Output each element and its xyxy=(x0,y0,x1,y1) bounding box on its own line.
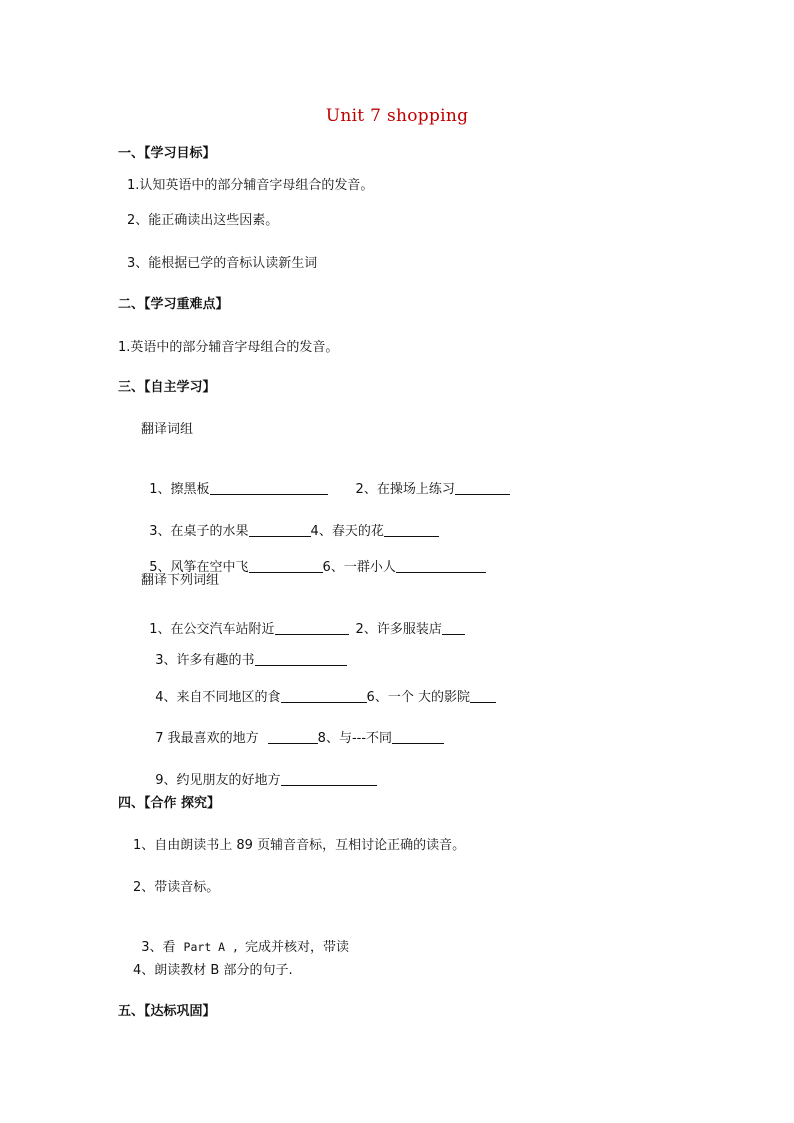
phrase-7-label: 7 我最喜欢的地方 xyxy=(155,731,259,746)
answer-blank[interactable] xyxy=(392,731,444,744)
answer-blank[interactable] xyxy=(470,690,496,703)
exercise-row xyxy=(141,505,439,541)
document-title: Unit 7 shopping xyxy=(325,106,469,126)
phrase-9-label: 9、约见朋友的好地方 xyxy=(155,773,281,788)
section-2-heading: 二、【学习重难点】 xyxy=(118,297,229,312)
activity-1: 1、自由朗读书上 89 页辅音音标，互相讨论正确的读音。 xyxy=(133,838,466,853)
section-4-heading: 四、【合作 探究】 xyxy=(118,796,221,811)
phrase-2-label: 2、许多服装店 xyxy=(355,622,442,637)
exercise-row xyxy=(141,463,510,499)
activity-2: 2、带读音标。 xyxy=(133,880,220,895)
exercise-5-label: 5、风筝在空中飞 xyxy=(149,560,249,575)
phrase-8-label: 8、与---不同 xyxy=(317,731,393,746)
answer-blank[interactable] xyxy=(442,622,465,635)
exercise-3-label: 3、在桌子的水果 xyxy=(149,524,249,539)
answer-blank[interactable] xyxy=(455,482,510,495)
objective-3: 3、能根据已学的音标认读新生词 xyxy=(127,256,318,271)
objective-2: 2、能正确读出这些因素。 xyxy=(127,213,279,228)
section-5-heading: 五、【达标巩固】 xyxy=(118,1004,216,1019)
exercise-4-label: 4、春天的花 xyxy=(310,524,384,539)
answer-blank[interactable] xyxy=(281,773,377,786)
exercise-2-label: 2、在操场上练习 xyxy=(355,482,455,497)
section-1-heading: 一、【学习目标】 xyxy=(118,146,216,161)
exercise-row xyxy=(147,712,444,748)
key-point-1: 1.英语中的部分辅音字母组合的发音。 xyxy=(118,340,339,355)
answer-blank[interactable] xyxy=(210,482,328,495)
exercise-row xyxy=(147,754,377,790)
exercise-6-label: 6、一群小人 xyxy=(322,560,396,575)
phrase-6-label: 6、一个 大的影院 xyxy=(366,690,470,705)
phrase-4-label: 4、来自不同地区的食 xyxy=(155,690,281,705)
activity-3-prefix: 3、看 xyxy=(141,940,176,955)
subheading-translate-following: 翻译下列词组 xyxy=(141,573,220,588)
answer-blank[interactable] xyxy=(396,560,486,573)
activity-3-part: Part A , xyxy=(183,940,239,954)
answer-blank[interactable] xyxy=(249,560,323,573)
exercise-row xyxy=(147,671,496,707)
answer-blank[interactable] xyxy=(249,524,311,537)
answer-blank[interactable] xyxy=(255,653,347,666)
section-3-heading: 三、【自主学习】 xyxy=(118,380,216,395)
exercise-row xyxy=(147,634,347,670)
phrase-1-label: 1、在公交汽车站附近 xyxy=(149,622,275,637)
subheading-translate-phrases: 翻译词组 xyxy=(141,422,194,437)
objective-1: 1.认知英语中的部分辅音字母组合的发音。 xyxy=(127,178,374,193)
answer-blank[interactable] xyxy=(268,731,318,744)
exercise-1-label: 1、擦黑板 xyxy=(149,482,210,497)
activity-3-suffix: 完成并核对，带读 xyxy=(244,940,349,955)
answer-blank[interactable] xyxy=(384,524,439,537)
answer-blank[interactable] xyxy=(281,690,367,703)
activity-4: 4、朗读教材 B 部分的句子. xyxy=(133,963,293,978)
activity-3 xyxy=(133,920,349,957)
phrase-3-label: 3、许多有趣的书 xyxy=(155,653,255,668)
